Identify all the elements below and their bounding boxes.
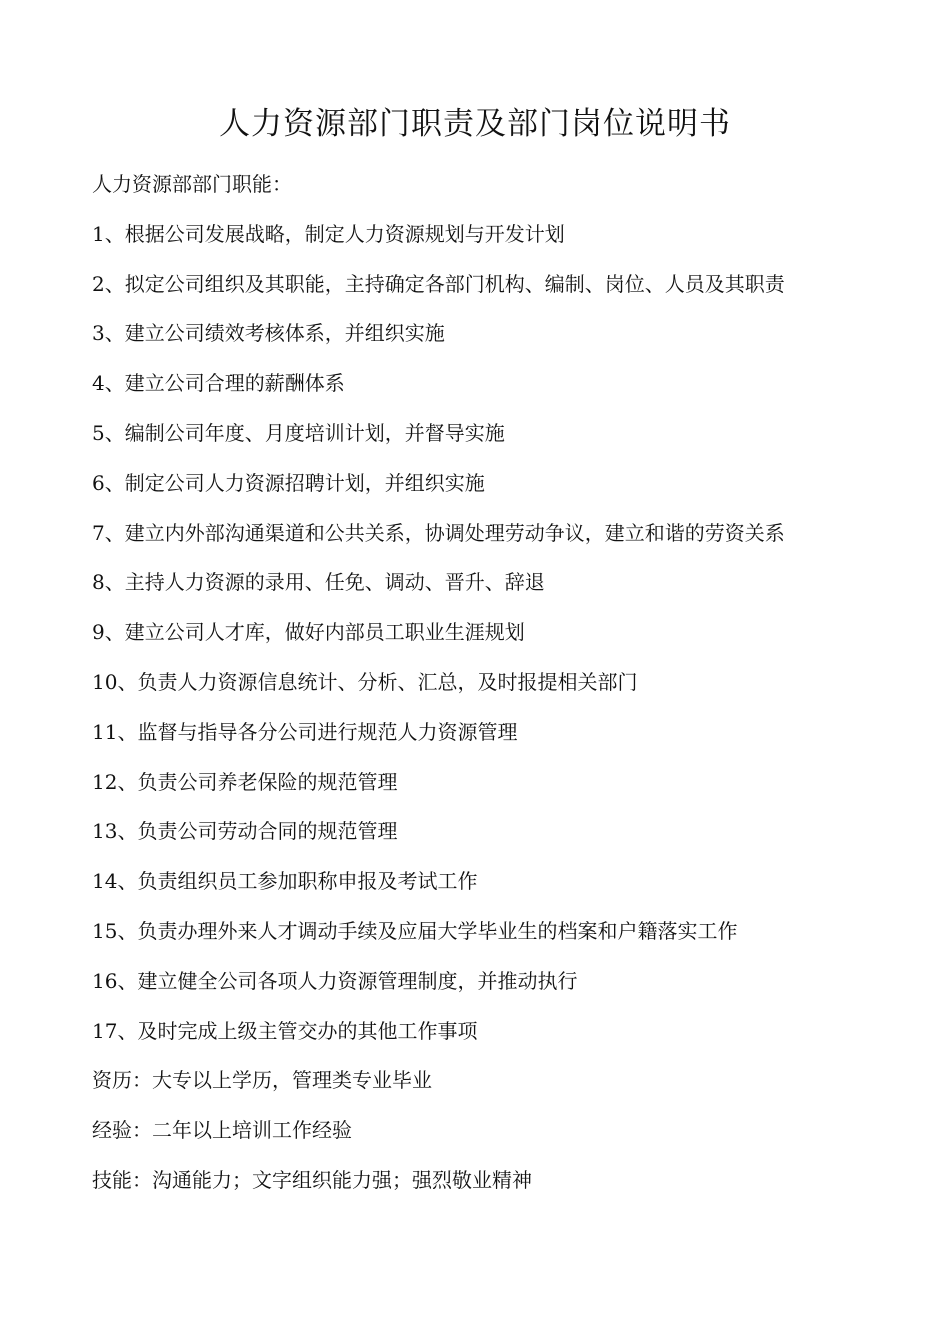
duty-item-6: 6、制定公司人力资源招聘计划，并组织实施 (92, 470, 485, 495)
duty-item-10: 10、负责人力资源信息统计、分析、汇总，及时报提相关部门 (92, 669, 638, 694)
duty-item-3: 3、建立公司绩效考核体系，并组织实施 (92, 321, 445, 346)
duty-item-8: 8、主持人力资源的录用、任免、调动、晋升、辞退 (92, 570, 545, 595)
document-title: 人力资源部门职责及部门岗位说明书 (219, 106, 731, 142)
duty-list (92, 210, 912, 1057)
duty-item-2: 2、拟定公司组织及其职能，主持确定各部门机构、编制、岗位、人员及其职责 (92, 271, 785, 296)
duty-item-17: 17、及时完成上级主管交办的其他工作事项 (92, 1018, 478, 1043)
duty-item-7: 7、建立内外部沟通渠道和公共关系，协调处理劳动争议，建立和谐的劳资关系 (92, 520, 785, 545)
duty-item-4: 4、建立公司合理的薪酬体系 (92, 371, 345, 396)
document-body (92, 160, 912, 1206)
duty-item-5: 5、编制公司年度、月度培训计划，并督导实施 (92, 420, 505, 445)
duty-item-15: 15、负责办理外来人才调动手续及应届大学毕业生的档案和户籍落实工作 (92, 918, 738, 943)
requirement-education: 资历：大专以上学历，管理类专业毕业 (92, 1068, 432, 1093)
duty-item-14: 14、负责组织员工参加职称申报及考试工作 (92, 869, 478, 894)
requirement-skills: 技能：沟通能力；文字组织能力强；强烈敬业精神 (92, 1167, 532, 1192)
duty-item-11: 11、监督与指导各分公司进行规范人力资源管理 (92, 719, 518, 744)
requirement-experience: 经验：二年以上培训工作经验 (92, 1118, 352, 1143)
section-heading: 人力资源部部门职能： (92, 172, 292, 196)
duty-item-12: 12、负责公司养老保险的规范管理 (92, 769, 398, 794)
duty-item-16: 16、建立健全公司各项人力资源管理制度，并推动执行 (92, 968, 578, 993)
duty-item-13: 13、负责公司劳动合同的规范管理 (92, 819, 398, 844)
duty-item-1: 1、根据公司发展战略，制定人力资源规划与开发计划 (92, 221, 565, 246)
duty-item-9: 9、建立公司人才库，做好内部员工职业生涯规划 (92, 620, 525, 645)
